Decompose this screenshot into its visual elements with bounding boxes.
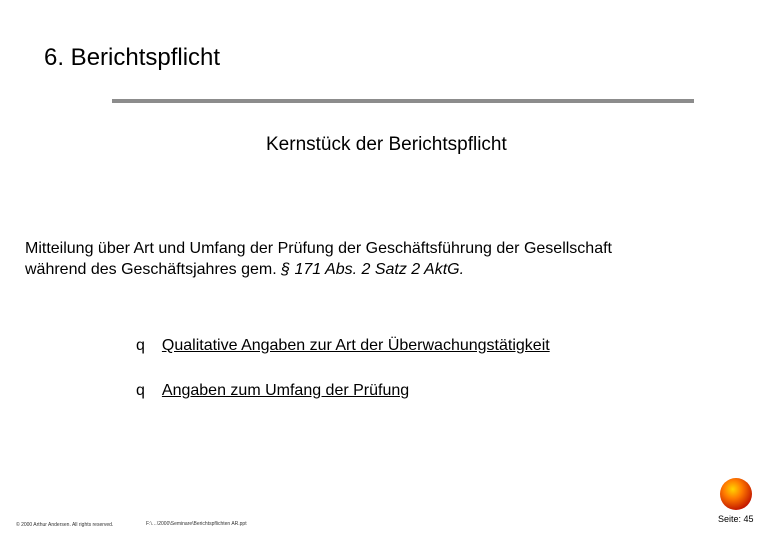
- bullet-marker: q: [136, 382, 145, 399]
- body-line-2-text: während des Geschäftsjahres gem.: [25, 261, 277, 278]
- page-number: Seite: 45: [718, 514, 754, 524]
- orange-sphere-icon: [719, 477, 753, 516]
- slide-subtitle: Kernstück der Berichtspflicht: [266, 134, 507, 155]
- bullet-item-scope: [136, 382, 409, 400]
- title-divider: [112, 99, 694, 103]
- body-line-1: Mitteilung über Art und Umfang der Prüfung der Geschäftsführung der Gesellschaft: [25, 240, 612, 257]
- body-paragraph: [25, 238, 612, 280]
- bullet-marker: q: [136, 337, 145, 354]
- footer-file-path: F:\…\2000\Seminare\Berichtspflichten AR.ppt: [146, 521, 247, 527]
- bullet-text: Angaben zum Umfang der Prüfung: [161, 382, 410, 399]
- bullet-text: Qualitative Angaben zur Art der Überwachungstätigkeit: [161, 337, 550, 354]
- slide-title: 6. Berichtspflicht: [44, 44, 221, 71]
- legal-reference: § 171 Abs. 2 Satz 2 AktG.: [276, 261, 465, 278]
- body-line-2: [25, 259, 612, 280]
- footer-copyright: © 2000 Arthur Andersen. All rights reserved.: [16, 522, 114, 528]
- bullet-item-qualitative: [136, 337, 550, 355]
